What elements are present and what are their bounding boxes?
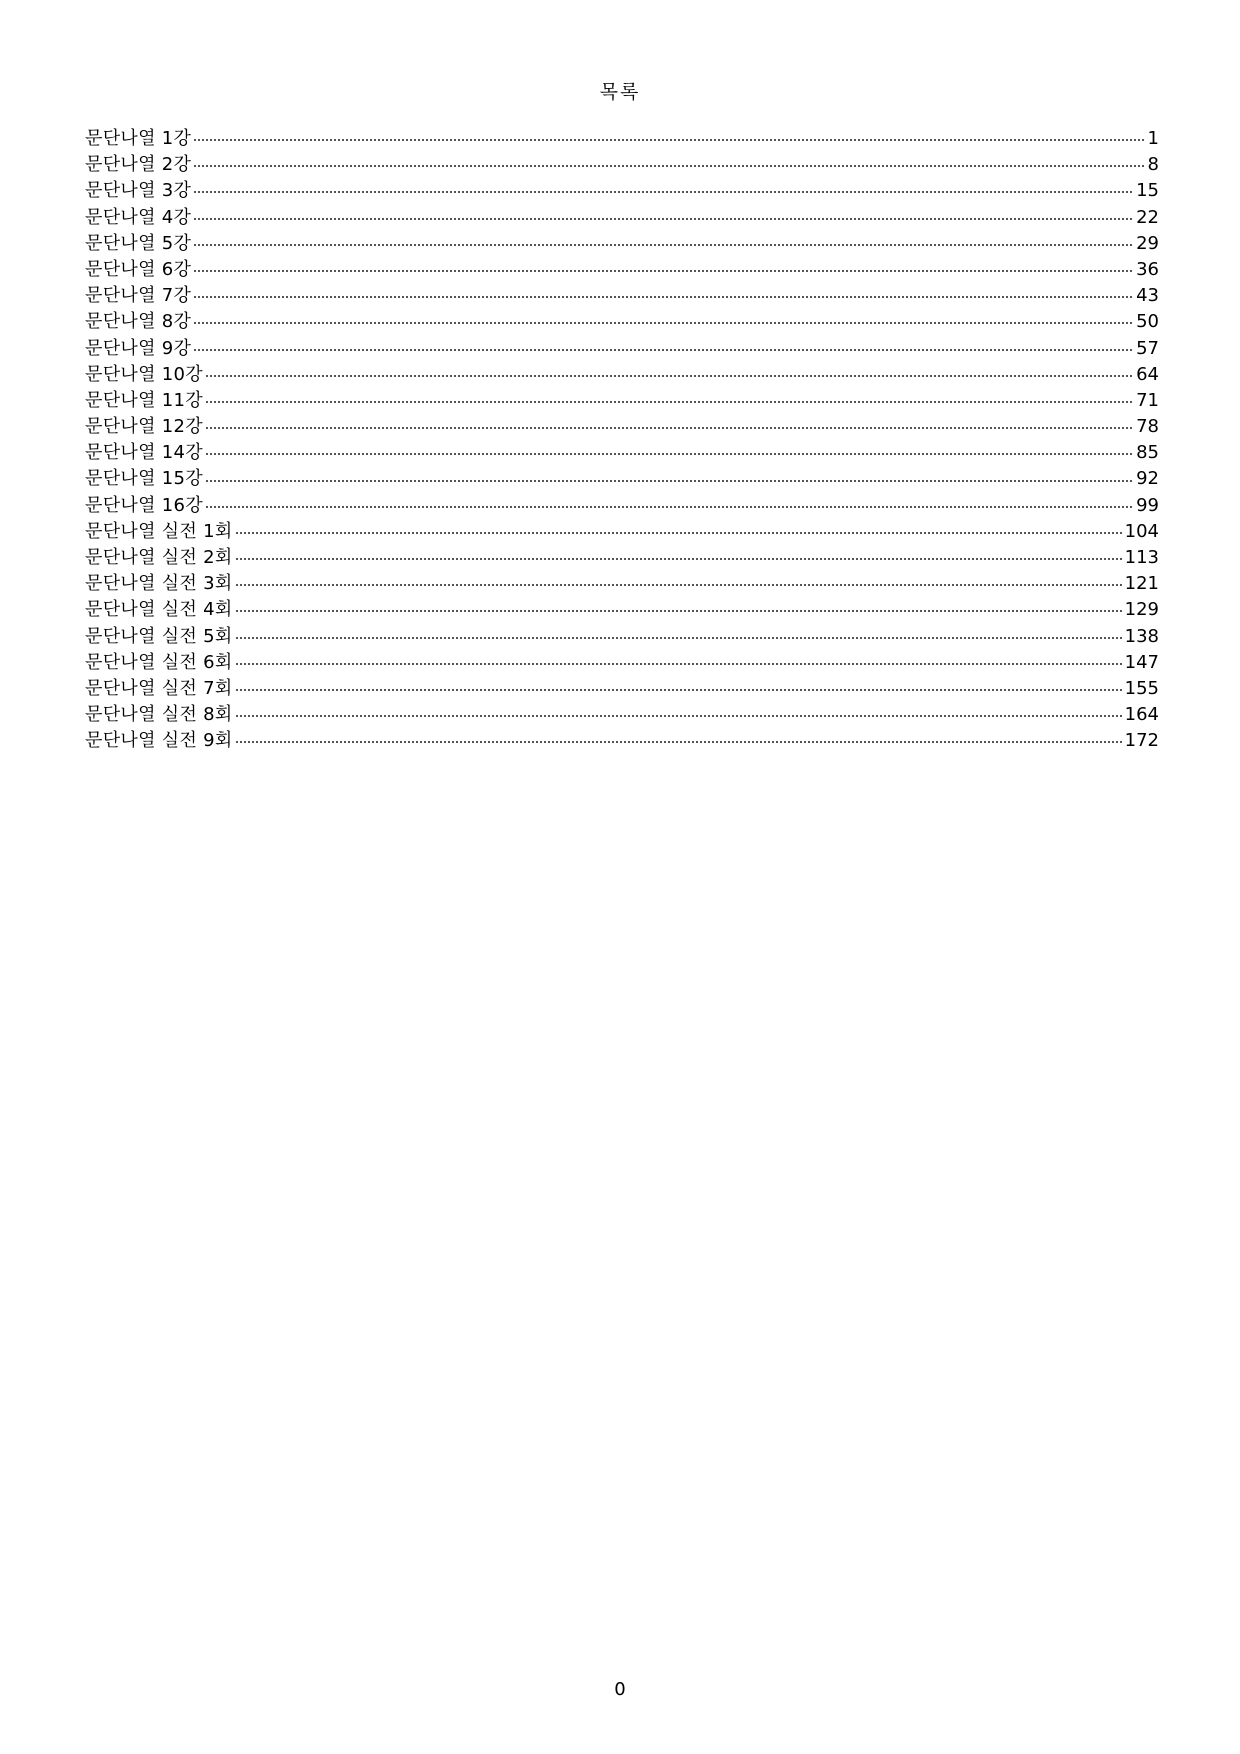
toc-entry[interactable] bbox=[85, 309, 1159, 335]
toc-entry[interactable] bbox=[85, 545, 1159, 571]
toc-entry-label: 문단나열 5강 bbox=[85, 232, 192, 254]
dot-leader bbox=[235, 689, 1123, 691]
toc-entry[interactable] bbox=[85, 519, 1159, 545]
toc-entry-page: 155 bbox=[1124, 677, 1159, 699]
toc-entry-page: 36 bbox=[1136, 258, 1159, 280]
toc-entry[interactable] bbox=[85, 728, 1159, 754]
dot-leader bbox=[193, 270, 1134, 272]
dot-leader bbox=[235, 610, 1123, 612]
toc-entry-label: 문단나열 실전 7회 bbox=[85, 677, 233, 699]
toc-entry-label: 문단나열 1강 bbox=[85, 128, 192, 149]
dot-leader bbox=[235, 663, 1123, 665]
toc-entry[interactable] bbox=[85, 466, 1159, 492]
toc-entry-label: 문단나열 10강 bbox=[85, 363, 203, 385]
toc-entry-page: 71 bbox=[1136, 389, 1159, 411]
toc-entry[interactable] bbox=[85, 440, 1159, 466]
toc-entry[interactable] bbox=[85, 205, 1159, 231]
toc-entry[interactable] bbox=[85, 597, 1159, 623]
toc-entry-page: 113 bbox=[1124, 547, 1159, 568]
toc-entry[interactable] bbox=[85, 493, 1159, 519]
dot-leader bbox=[205, 427, 1134, 429]
dot-leader bbox=[193, 322, 1134, 324]
toc-entry-label: 문단나열 실전 3회 bbox=[85, 573, 233, 595]
toc-entry[interactable] bbox=[85, 650, 1159, 676]
toc-entry[interactable] bbox=[85, 414, 1159, 440]
toc-entry-page: 1 bbox=[1147, 128, 1159, 149]
toc-title: 목록 bbox=[599, 81, 641, 103]
dot-leader bbox=[235, 558, 1123, 560]
toc-entry[interactable] bbox=[85, 231, 1159, 257]
toc-entry-page: 57 bbox=[1136, 337, 1159, 359]
toc-entry-label: 문단나열 실전 6회 bbox=[85, 651, 233, 673]
toc-entry-label: 문단나열 14강 bbox=[85, 442, 203, 464]
dot-leader bbox=[205, 375, 1134, 377]
dot-leader bbox=[235, 584, 1123, 586]
dot-leader bbox=[205, 480, 1134, 482]
toc-entry[interactable] bbox=[85, 152, 1159, 178]
toc-entry[interactable] bbox=[85, 362, 1159, 388]
toc-entry[interactable] bbox=[85, 388, 1159, 414]
toc-entry-label: 문단나열 12강 bbox=[85, 416, 203, 438]
toc-entry-page: 164 bbox=[1124, 704, 1159, 726]
toc-entry[interactable] bbox=[85, 126, 1159, 152]
toc-entry[interactable] bbox=[85, 257, 1159, 283]
dot-leader bbox=[235, 715, 1123, 717]
toc-entry-label: 문단나열 실전 1회 bbox=[85, 520, 233, 542]
toc-entry-label: 문단나열 3강 bbox=[85, 180, 192, 202]
toc-entry-page: 99 bbox=[1136, 494, 1159, 516]
dot-leader bbox=[205, 453, 1134, 455]
toc-entry-page: 85 bbox=[1136, 442, 1159, 464]
toc-entry-page: 121 bbox=[1124, 573, 1159, 595]
toc-entry-label: 문단나열 2강 bbox=[85, 154, 192, 176]
toc-list bbox=[85, 126, 1159, 755]
toc-entry-label: 문단나열 11강 bbox=[85, 389, 203, 411]
toc-entry-page: 50 bbox=[1136, 311, 1159, 333]
dot-leader bbox=[193, 349, 1134, 351]
toc-entry[interactable] bbox=[85, 702, 1159, 728]
toc-entry[interactable] bbox=[85, 283, 1159, 309]
toc-entry[interactable] bbox=[85, 624, 1159, 650]
toc-entry-label: 문단나열 15강 bbox=[85, 468, 203, 490]
dot-leader bbox=[205, 506, 1134, 508]
toc-entry-label: 문단나열 실전 9회 bbox=[85, 730, 233, 752]
toc-entry-page: 22 bbox=[1136, 206, 1159, 228]
toc-entry[interactable] bbox=[85, 676, 1159, 702]
toc-entry-page: 138 bbox=[1124, 625, 1159, 647]
toc-entry-label: 문단나열 실전 2회 bbox=[85, 547, 233, 568]
toc-entry-page: 29 bbox=[1136, 232, 1159, 254]
toc-entry-page: 78 bbox=[1136, 416, 1159, 438]
toc-entry[interactable] bbox=[85, 571, 1159, 597]
toc-entry-page: 8 bbox=[1147, 154, 1159, 176]
dot-leader bbox=[193, 296, 1134, 298]
toc-entry-page: 172 bbox=[1124, 730, 1159, 752]
page-number: 0 bbox=[614, 1679, 626, 1700]
dot-leader bbox=[193, 165, 1145, 167]
toc-entry-page: 104 bbox=[1124, 520, 1159, 542]
toc-entry-page: 147 bbox=[1124, 651, 1159, 673]
dot-leader bbox=[235, 532, 1123, 534]
toc-entry-label: 문단나열 실전 5회 bbox=[85, 625, 233, 647]
dot-leader bbox=[193, 139, 1145, 141]
toc-entry-label: 문단나열 6강 bbox=[85, 258, 192, 280]
toc-entry-label: 문단나열 8강 bbox=[85, 311, 192, 333]
dot-leader bbox=[193, 218, 1134, 220]
toc-entry-label: 문단나열 4강 bbox=[85, 206, 192, 228]
toc-entry-page: 15 bbox=[1136, 180, 1159, 202]
toc-entry-label: 문단나열 16강 bbox=[85, 494, 203, 516]
toc-entry-label: 문단나열 실전 8회 bbox=[85, 704, 233, 726]
toc-entry[interactable] bbox=[85, 336, 1159, 362]
dot-leader bbox=[193, 244, 1134, 246]
dot-leader bbox=[193, 191, 1134, 193]
dot-leader bbox=[235, 741, 1123, 743]
toc-entry-page: 43 bbox=[1136, 285, 1159, 307]
toc-entry-page: 129 bbox=[1124, 599, 1159, 621]
toc-entry-page: 92 bbox=[1136, 468, 1159, 490]
toc-entry[interactable] bbox=[85, 178, 1159, 204]
toc-entry-label: 문단나열 실전 4회 bbox=[85, 599, 233, 621]
toc-entry-label: 문단나열 7강 bbox=[85, 285, 192, 307]
toc-entry-page: 64 bbox=[1136, 363, 1159, 385]
toc-entry-label: 문단나열 9강 bbox=[85, 337, 192, 359]
dot-leader bbox=[235, 637, 1123, 639]
dot-leader bbox=[205, 401, 1134, 403]
